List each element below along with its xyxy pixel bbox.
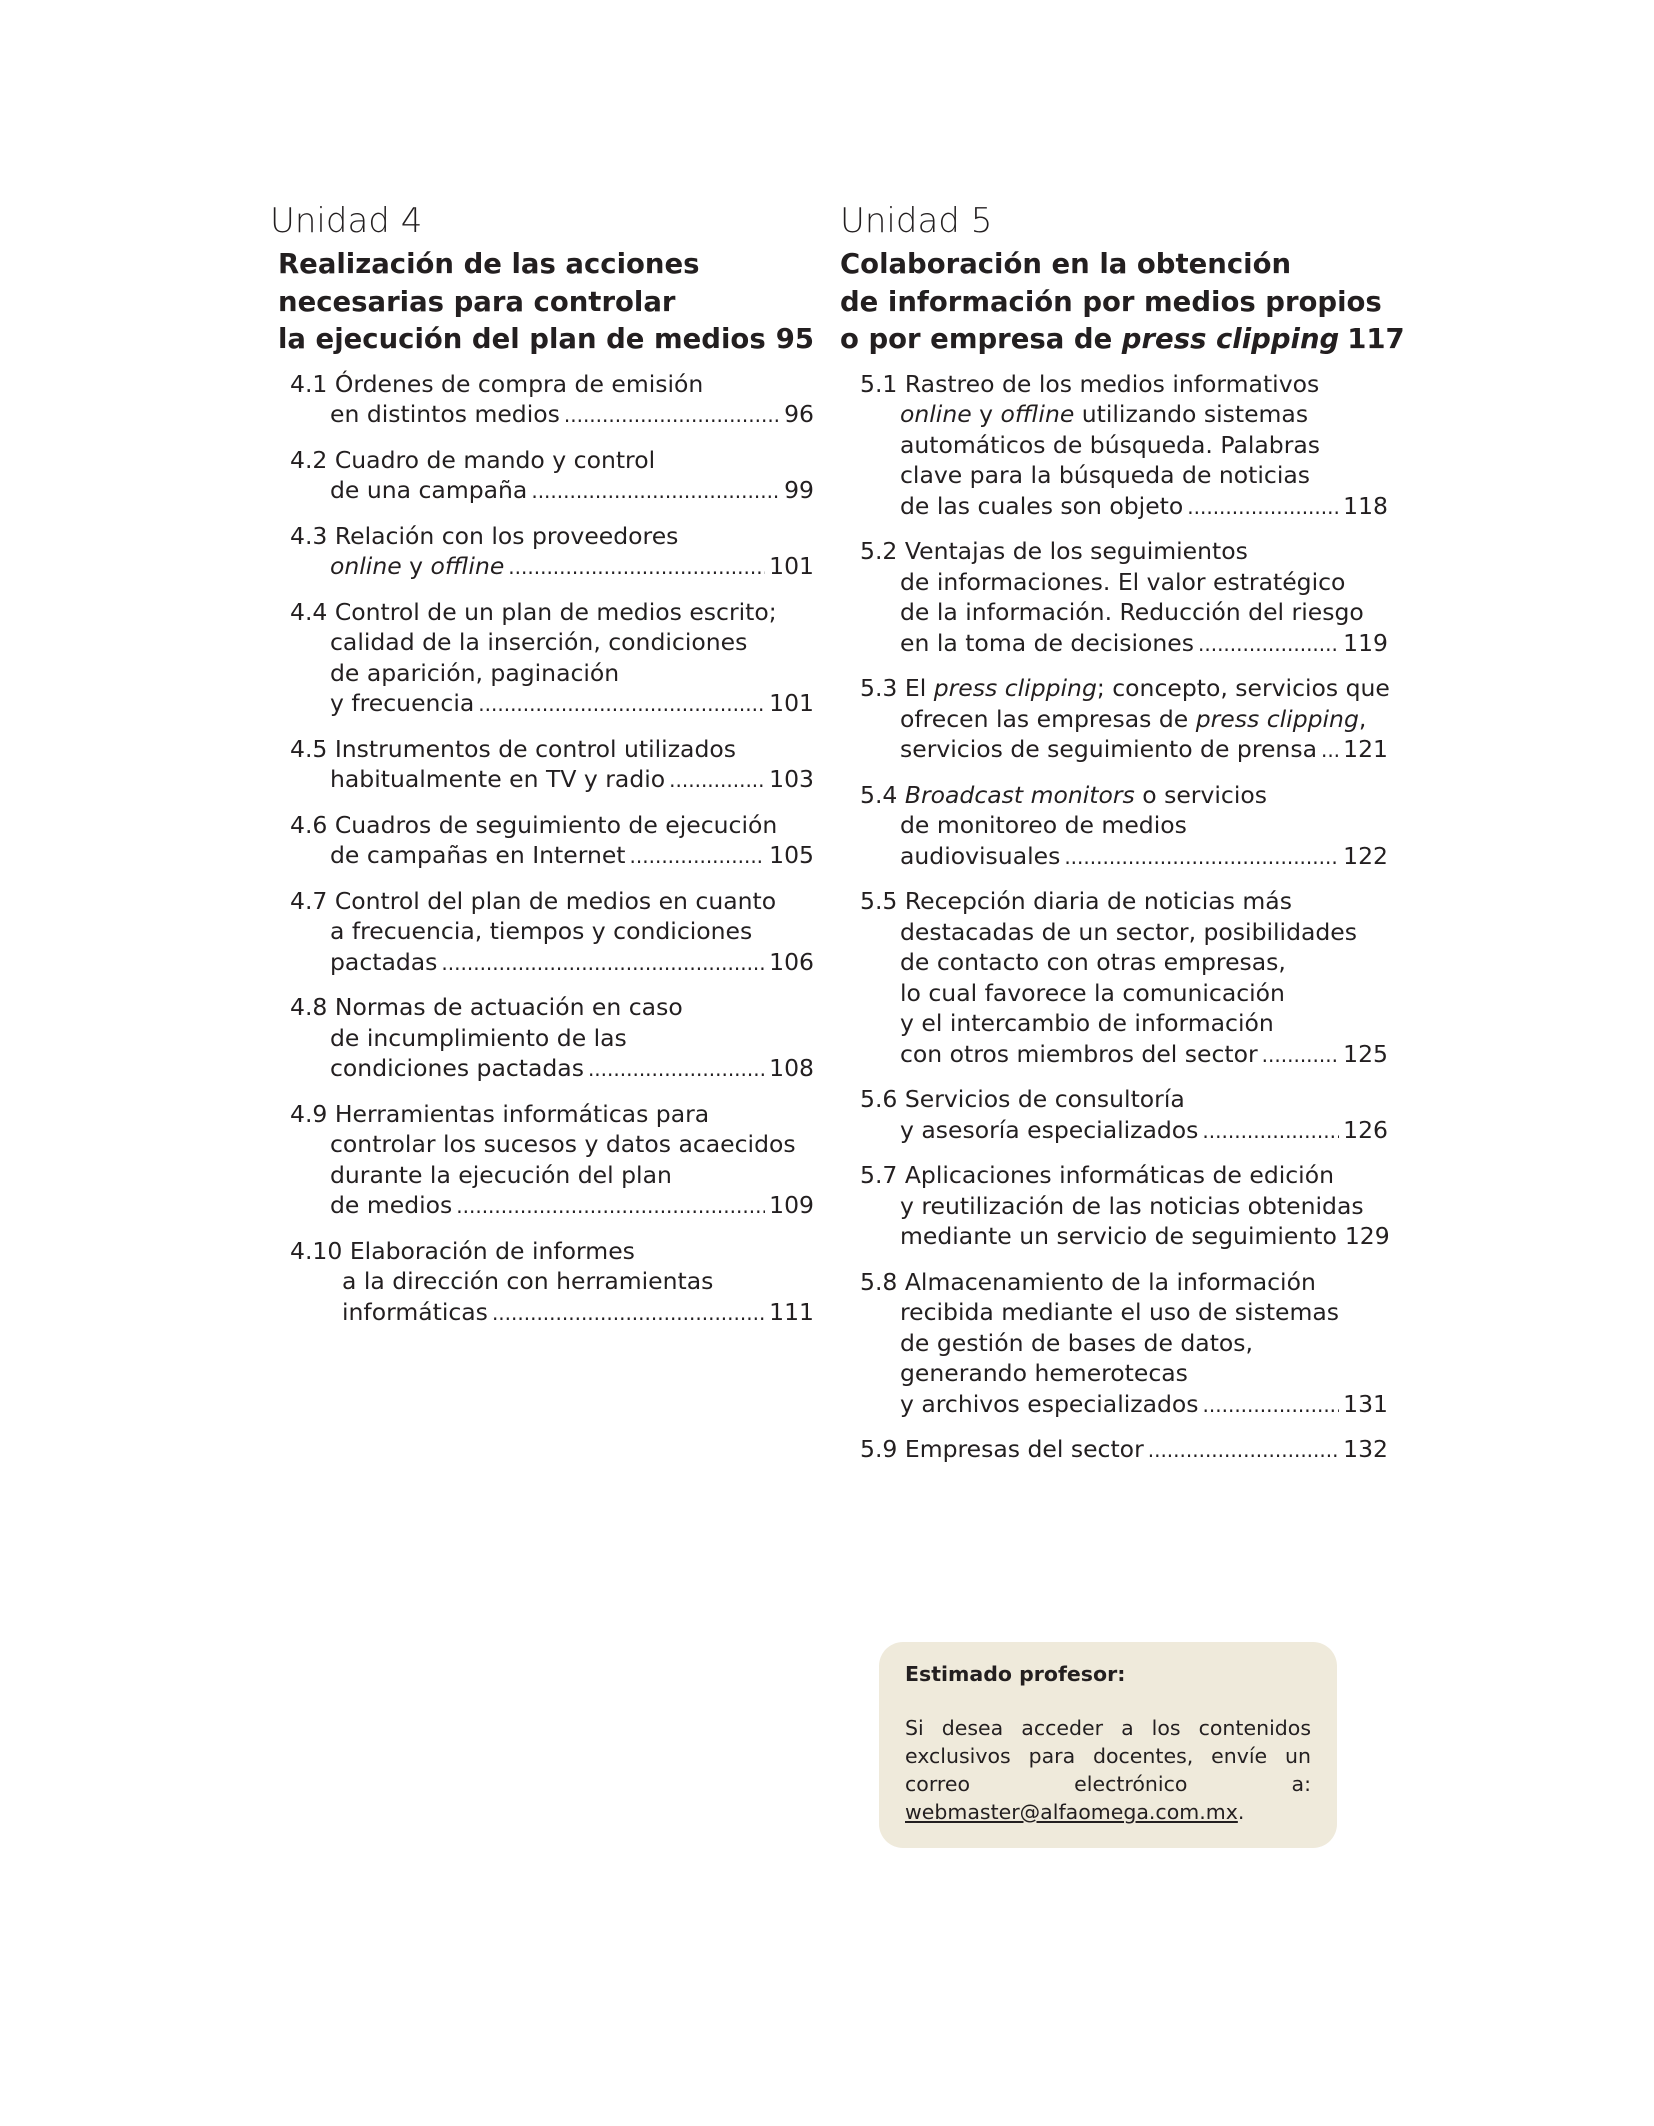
entry-number: 5.3	[860, 674, 898, 702]
entry-number: 5.4	[860, 780, 898, 809]
entry-page: 108	[769, 1054, 814, 1082]
unit-4-entries	[290, 369, 814, 1329]
entry-page: 96	[784, 400, 814, 428]
entry-page: 106	[769, 947, 814, 976]
unit-5-entries	[860, 369, 1388, 1466]
note-body: Si desea acceder a los contenidos exclusivos para docentes, envíe un correo electrónico a: webmaster@alfaomega.com.mx.	[905, 1716, 1311, 1824]
unit-5-label: Unidad 5	[840, 201, 993, 241]
unit-4-title	[278, 246, 814, 359]
entry-number: 4.5	[290, 734, 328, 763]
entry-page: 118	[1343, 491, 1388, 520]
entry-number: 4.8	[290, 993, 328, 1021]
toc-entry-4-8[interactable]: 4.8 Normas de actuación en caso de incumplimiento de las condiciones pactadas ..... 108	[290, 992, 814, 1085]
toc-entry-5-8[interactable]: 5.8 Almacenamiento de la información recibida mediante el uso de sistemas de gestión de bases de datos, generando hemerotecas y archivos especializados ..... 131	[860, 1267, 1388, 1421]
toc-entry-4-6[interactable]: 4.6 Cuadros de seguimiento de ejecución de campañas en Internet ..... 105	[290, 810, 814, 872]
entry-page: 122	[1343, 841, 1388, 870]
toc-entry-5-7[interactable]: 5.7 Aplicaciones informáticas de edición y reutilización de las noticias obtenidas mediante un servicio de seguimiento 129	[860, 1161, 1390, 1250]
entry-number: 5.9	[860, 1435, 898, 1463]
toc-entry-4-7[interactable]: 4.7 Control del plan de medios en cuanto a frecuencia, tiempos y condiciones pactadas ..... 106	[290, 886, 814, 979]
unit-5-title	[840, 246, 1405, 359]
teacher-note-box	[879, 1642, 1337, 1848]
entry-number: 4.2	[290, 445, 328, 474]
entry-number: 5.6	[860, 1085, 898, 1113]
entry-number: 5.5	[860, 887, 898, 915]
entry-number: 5.7	[860, 1161, 898, 1189]
note-title: Estimado profesor:	[905, 1662, 1126, 1686]
entry-number: 5.8	[860, 1267, 898, 1296]
unit-4-title-line: necesarias para controlar	[278, 285, 676, 318]
unit-4-column	[270, 200, 814, 1342]
toc-entry-4-9[interactable]: 4.9 Herramientas informáticas para controlar los sucesos y datos acaecidos durante la ejecución del plan de medios ..... 109	[290, 1099, 814, 1222]
entry-page: 101	[769, 689, 814, 717]
unit-5-title-line: de información por medios propios	[840, 285, 1382, 318]
entry-number: 4.9	[290, 1099, 328, 1128]
unit-4-label: Unidad 4	[270, 201, 423, 241]
entry-number: 4.6	[290, 810, 328, 839]
unit-5-page: 117	[1347, 323, 1405, 355]
entry-number: 5.2	[860, 537, 898, 565]
toc-entry-5-1[interactable]: 5.1 Rastreo de los medios informativos online y offline utilizando sistemas automáticos de búsqueda. Palabras clave para la búsqueda de noticias de las cuales son objeto ..... 118	[860, 369, 1388, 523]
unit-5-title-line: o por empresa de press clipping 117	[840, 321, 1388, 359]
entry-number: 4.10	[290, 1236, 343, 1265]
entry-page: 132	[1343, 1435, 1388, 1463]
unit-4-title-line: Realización de las acciones	[278, 248, 700, 280]
email-link[interactable]: webmaster@alfaomega.com.mx	[905, 1800, 1238, 1824]
entry-page: 119	[1343, 628, 1388, 657]
dot-leader	[770, 321, 772, 359]
entry-page: 105	[769, 841, 814, 869]
toc-entry-5-6[interactable]: 5.6 Servicios de consultoría y asesoría especializados ..... 126	[860, 1084, 1388, 1146]
entry-number: 5.1	[860, 369, 898, 398]
entry-number: 4.7	[290, 886, 328, 915]
unit-4-page: 95	[775, 323, 814, 355]
entry-page: 101	[769, 552, 814, 580]
toc-entry-4-2[interactable]: 4.2 Cuadro de mando y control de una campaña ..... 99	[290, 445, 814, 507]
entry-page: 111	[769, 1297, 814, 1326]
toc-entry-5-2[interactable]: 5.2 Ventajas de los seguimientos de informaciones. El valor estratégico de la información. Reducción del riesgo en la toma de decisiones ..... 119	[860, 536, 1388, 659]
entry-page: 131	[1343, 1389, 1388, 1418]
entry-page: 126	[1343, 1115, 1388, 1144]
toc-entry-4-10[interactable]: 4.10 Elaboración de informes a la dirección con herramientas informáticas ..... 111	[290, 1236, 814, 1329]
unit-5-column	[840, 200, 1405, 1480]
toc-entry-4-5[interactable]: 4.5 Instrumentos de control utilizados habitualmente en TV y radio ..... 103	[290, 734, 814, 796]
toc-entry-5-5[interactable]: 5.5 Recepción diaria de noticias más destacadas de un sector, posibilidades de contacto con otras empresas, lo cual favorece la comunicación y el intercambio de información con otros miembros del sector ..... 125	[860, 886, 1388, 1070]
entry-number: 4.1	[290, 369, 328, 398]
entry-page: 125	[1343, 1039, 1388, 1068]
toc-entry-5-3[interactable]: 5.3 El press clipping; concepto, servicios que ofrecen las empresas de press clipping, servicios de seguimiento de prensa ..... 121	[860, 673, 1388, 766]
toc-entry-4-4[interactable]: 4.4 Control de un plan de medios escrito; calidad de la inserción, condiciones de aparición, paginación y frecuencia ..... 101	[290, 597, 814, 720]
entry-number: 4.4	[290, 597, 328, 626]
entry-page: 99	[784, 476, 814, 504]
entry-page: 109	[769, 1191, 814, 1219]
toc-entry-5-4[interactable]: 5.4 Broadcast monitors o servicios de monitoreo de medios audiovisuales ..... 122	[860, 780, 1388, 873]
entry-page: 103	[769, 765, 814, 793]
entry-page: 129	[1344, 1222, 1390, 1250]
toc-entry-4-1[interactable]: 4.1 Órdenes de compra de emisión en distintos medios ..... 96	[290, 369, 814, 431]
unit-4-title-line: la ejecución del plan de medios ..... 95	[278, 321, 814, 359]
entry-number: 4.3	[290, 521, 328, 550]
unit-5-title-line: Colaboración en la obtención	[840, 248, 1292, 280]
toc-entry-5-9[interactable]: 5.9 Empresas del sector ..... 132	[860, 1434, 1388, 1466]
toc-entry-4-3[interactable]: 4.3 Relación con los proveedores online y offline ..... 101	[290, 521, 814, 583]
entry-page: 121	[1343, 735, 1388, 763]
